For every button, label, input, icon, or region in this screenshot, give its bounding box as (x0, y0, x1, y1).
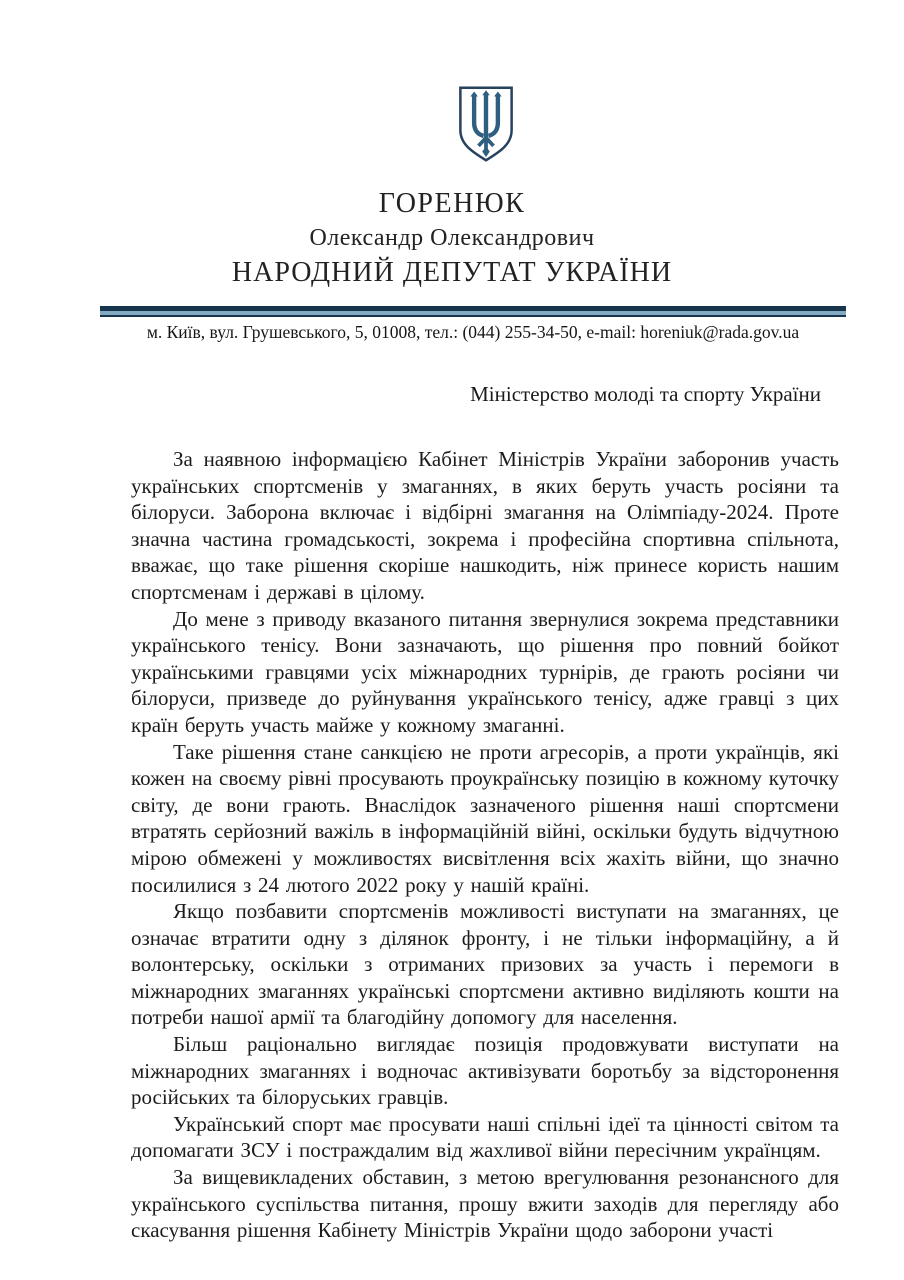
letterhead-divider-rule (100, 306, 846, 317)
ukraine-trident-icon (454, 84, 518, 164)
body-paragraph: Більш раціонально виглядає позиція продовжувати виступати на міжнародних змаганнях і водночас активізувати боротьбу за відсторонення російських та білоруських гравців. (131, 1032, 839, 1110)
body-paragraph: За наявною інформацією Кабінет Міністрів України заборонив участь українських спортсменів у змаганнях, в яких беруть участь росіяни та білоруси. Заборона включає і відбірні змагання на Олімпіаду-2024. Проте значна частина громадськості, зокрема і професійна спортивна спільнота, вважає, що таке рішення скоріше нашкодить, ніж принесе користь нашим спортсменам і державі в цілому. (131, 447, 839, 604)
deputy-given-names: Олександр Олександрович (309, 225, 595, 251)
body-paragraph: Таке рішення стане санкцією не проти агресорів, а проти українців, які кожен на своєму рівні просувають проукраїнську позицію в кожному куточку світу, де вони грають. Внаслідок зазначеного рішення наші спортсмени втратять серйозний важіль в інформаційній війні, оскільки будуть відчутною мірою обмежені у можливостях висвітлення всіх жахіть війни, що значно посилилися з 24 лютого 2022 року у нашій країні. (131, 739, 839, 897)
body-paragraph: За вищевикладених обставин, з метою врегулювання резонансного для українського суспільства питання, прошу вжити заходів для перегляду або скасування рішення Кабінету Міністрів України щодо заборони участі (131, 1165, 839, 1243)
body-paragraph: Український спорт має просувати наші спільні ідеї та цінності світом та допомагати ЗСУ і постраждалим від жахливої війни пересічним українцям. (131, 1111, 839, 1163)
addressee-line: Міністерство молоді та спорту України (470, 382, 821, 406)
letter-body (131, 446, 839, 1244)
contact-address-line: м. Київ, вул. Грушевського, 5, 01008, тел.: (044) 255-34-50, e-mail: horeniuk@rada.gov.ua (146, 322, 800, 342)
body-paragraph: До мене з приводу вказаного питання звернулися зокрема представники українського тенісу. Вони зазначають, що рішення про повний бойкот українськими гравцями усіх міжнародних турнірів, де грають росіяни чи білоруси, призведе до руйнування українського тенісу, адже гравці з цих країн беруть участь майже у кожному змаганні. (131, 606, 839, 737)
deputy-surname: ГОРЕНЮК (378, 188, 526, 219)
deputy-position-title: НАРОДНИЙ ДЕПУТАТ УКРАЇНИ (231, 257, 673, 288)
body-paragraph: Якщо позбавити спортсменів можливості виступати на змаганнях, це означає втратити одну з ділянок фронту, і не тільки інформаційну, а й волонтерську, оскільки з отриманих призових за участь і перемоги в міжнародних змаганнях українські спортсмени активно виділяють кошти на потреби нашої армії та благодійну допомогу для населення. (131, 899, 839, 1030)
letterhead (0, 186, 904, 291)
divider-thin-line (100, 315, 846, 317)
